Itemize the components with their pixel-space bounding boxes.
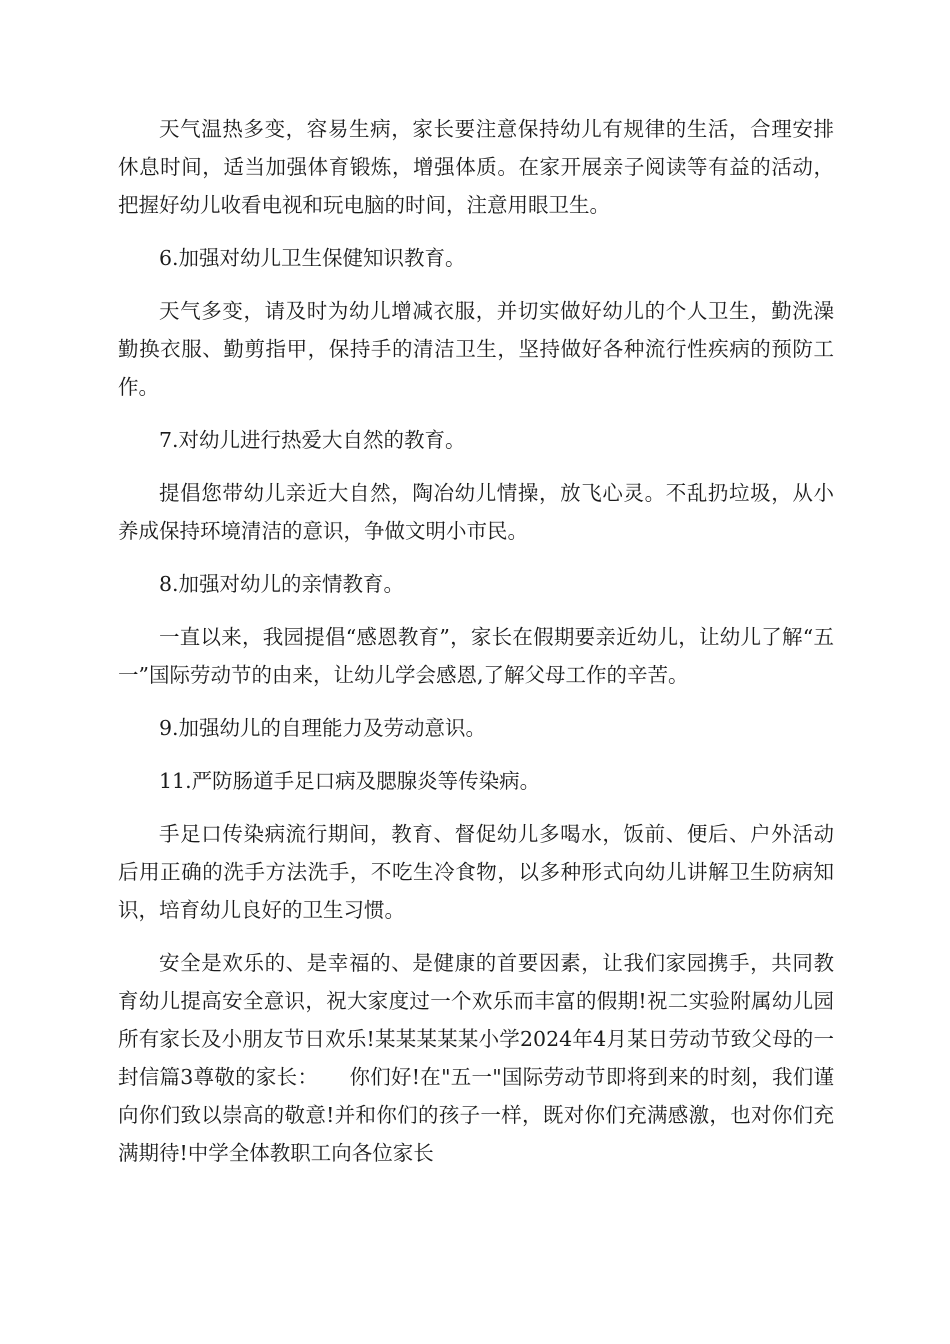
paragraph-disease-details: 手足口传染病流行期间，教育、督促幼儿多喝水，饭前、便后、户外活动后用正确的洗手方法洗手，不吃生冷食物，以多种形式向幼儿讲解卫生防病知识，培育幼儿良好的卫生习惯。 [118,822,834,922]
heading-nature-education: 7.对幼儿进行热爱大自然的教育。 [159,428,466,452]
heading-disease-prevention: 11.严防肠道手足口病及腮腺炎等传染病。 [159,769,541,793]
paragraph-hygiene-details: 天气多变，请及时为幼儿增减衣服，并切实做好幼儿的个人卫生，勤洗澡勤换衣服、勤剪指甲，保持手的清洁卫生，坚持做好各种流行性疾病的预防工作。 [118,299,834,399]
paragraph-closing-letter: 安全是欢乐的、是幸福的、是健康的首要因素，让我们家园携手，共同教育幼儿提高安全意识，祝大家度过一个欢乐而丰富的假期!祝二实验附属幼儿园所有家长及小朋友节日欢乐!某某某某某小学2024年4月某日劳动节致父母的一封信篇3尊敬的家长： 你们好!在"五一"国际劳动节即将到来的时刻，我们谨向你们致以崇高的敬意!并和你们的孩子一样，既对你们充满感激，也对你们充满期待!中学全体教职工向各位家长 [118,951,834,1165]
paragraph-family-details: 一直以来，我园提倡“感恩教育”，家长在假期要亲近幼儿，让幼儿了解“五一”国际劳动节的由来，让幼儿学会感恩,了解父母工作的辛苦。 [118,625,834,687]
document-page [118,110,834,1187]
heading-family-education: 8.加强对幼儿的亲情教育。 [159,572,405,596]
heading-self-care: 9.加强幼儿的自理能力及劳动意识。 [159,716,487,740]
paragraph-nature-details: 提倡您带幼儿亲近大自然，陶冶幼儿情操，放飞心灵。不乱扔垃圾，从小养成保持环境清洁的意识，争做文明小市民。 [118,481,834,543]
heading-hygiene-education: 6.加强对幼儿卫生保健知识教育。 [159,246,466,270]
paragraph-health-routine: 天气温热多变，容易生病，家长要注意保持幼儿有规律的生活，合理安排休息时间，适当加强体育锻炼，增强体质。在家开展亲子阅读等有益的活动，把握好幼儿收看电视和玩电脑的时间，注意用眼卫生。 [118,117,834,217]
